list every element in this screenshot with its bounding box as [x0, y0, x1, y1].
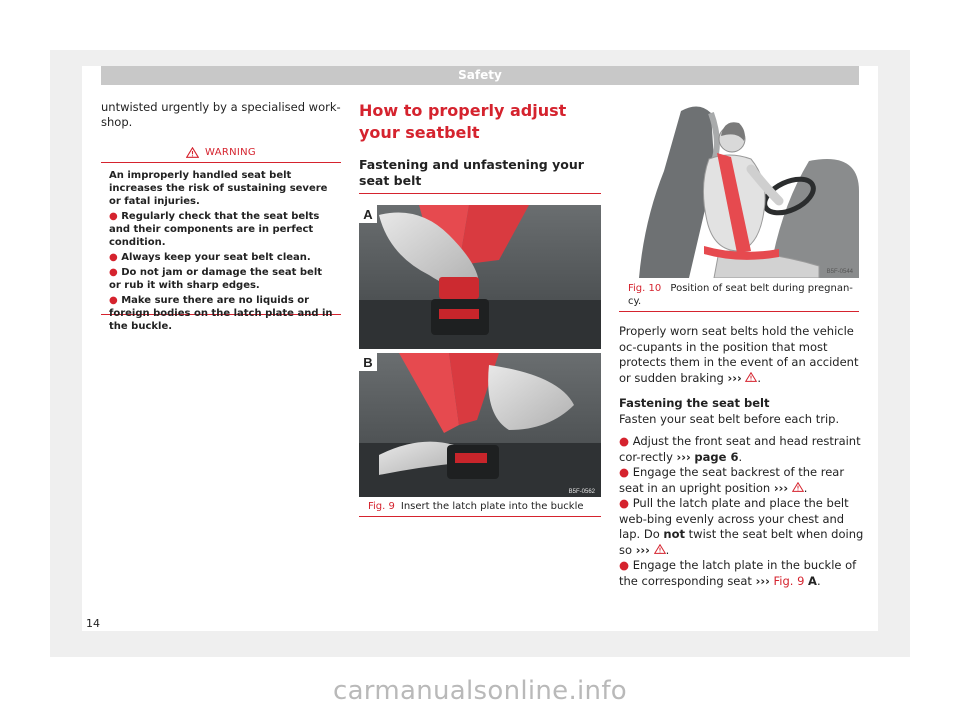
warning-item: ● Always keep your seat belt clean. [109, 252, 311, 263]
bullet-icon: ● [109, 252, 118, 263]
warning-intro: An improperly handled seat belt increases the risk of sustaining severe or fatal injuries. [109, 170, 328, 207]
figure-9-label: Fig. 9 [368, 501, 395, 512]
warning-triangle-icon [654, 544, 666, 554]
list-item: ● Pull the latch plate and place the belt web-bing evenly across your chest and lap. Do not twist the seat belt when doing so ››› . [619, 496, 864, 557]
bullet-icon: ● [619, 558, 630, 572]
figure-10-caption [619, 278, 859, 312]
figure-10-caption-text: Position of seat belt during pregnan-cy. [628, 283, 853, 307]
warning-item: ● Regularly check that the seat belts and their components are in perfect condition. [109, 211, 320, 248]
warning-item: ● Make sure there are no liquids or foreign bodies on the latch plate and in the buckle. [109, 295, 333, 332]
figure-9-caption-text: Insert the latch plate into the buckle [400, 501, 584, 512]
warning-triangle-icon [792, 482, 804, 492]
warning-item: ● Do not jam or damage the seat belt or rub it with sharp edges. [109, 267, 323, 291]
list-item: ● Engage the seat backrest of the rear seat in an upright position ››› . [619, 465, 845, 495]
page-number: 14 [86, 617, 100, 630]
list-item: ● Engage the latch plate in the buckle of the corresponding seat ››› Fig. 9 A. [619, 558, 857, 588]
warning-triangle-icon [745, 372, 757, 382]
latch-plate [439, 277, 479, 299]
panel-b-label: B [363, 355, 373, 370]
subtitle-block [359, 157, 601, 194]
bullet-icon: ● [109, 295, 118, 306]
paragraph: Properly worn seat belts hold the vehicle oc-cupants in the position that most protects them in the event of an accident or sudden braking ››› . [619, 324, 859, 385]
panel-a-label: A [363, 207, 373, 222]
figure-10-illustration [619, 101, 859, 278]
reference-arrows: ››› [635, 542, 650, 557]
bullet-icon: ● [619, 465, 630, 479]
figure-10-code: B5F-0544 [826, 269, 853, 275]
figure-9-code: B5F-0562 [568, 489, 595, 495]
reference-arrows: ››› [773, 480, 789, 495]
figure-9-illustration [359, 205, 601, 497]
middle-column [359, 100, 601, 144]
subheading: Fastening the seat belt [619, 396, 770, 410]
warning-box [101, 143, 341, 332]
warning-triangle-icon [186, 147, 199, 158]
page-reference-link[interactable]: page 6 [694, 449, 739, 464]
bullet-icon: ● [109, 267, 118, 278]
reference-arrows: ››› [727, 370, 742, 385]
buckle-release [439, 309, 479, 319]
figure-9-caption [359, 497, 601, 517]
warning-body [101, 163, 341, 333]
bullet-icon: ● [619, 434, 630, 448]
bullet-icon: ● [109, 211, 118, 222]
reference-arrows: ››› [676, 449, 691, 464]
left-column [101, 100, 341, 130]
figure-10-label: Fig. 10 [628, 283, 662, 294]
warning-label: WARNING [205, 147, 256, 158]
bullet-icon: ● [619, 496, 630, 510]
warning-header [101, 143, 341, 163]
reference-arrows: ››› [755, 573, 770, 588]
section-subtitle: Fastening and unfastening your seat belt [359, 157, 584, 188]
watermark: carmanualsonline.info [332, 676, 627, 706]
section-header: Safety [101, 66, 859, 85]
figure-reference-link[interactable]: Fig. 9 [773, 573, 805, 588]
list-item: ● Adjust the front seat and head restraint cor-rectly ››› page 6. [619, 434, 861, 464]
right-column-body [619, 324, 864, 589]
intro-text: untwisted urgently by a specialised work-shop. [101, 100, 341, 129]
section-title: How to properly adjust your seatbelt [359, 101, 567, 142]
paragraph: Fasten your seat belt before each trip. [619, 411, 840, 426]
buckle-release [455, 453, 487, 463]
